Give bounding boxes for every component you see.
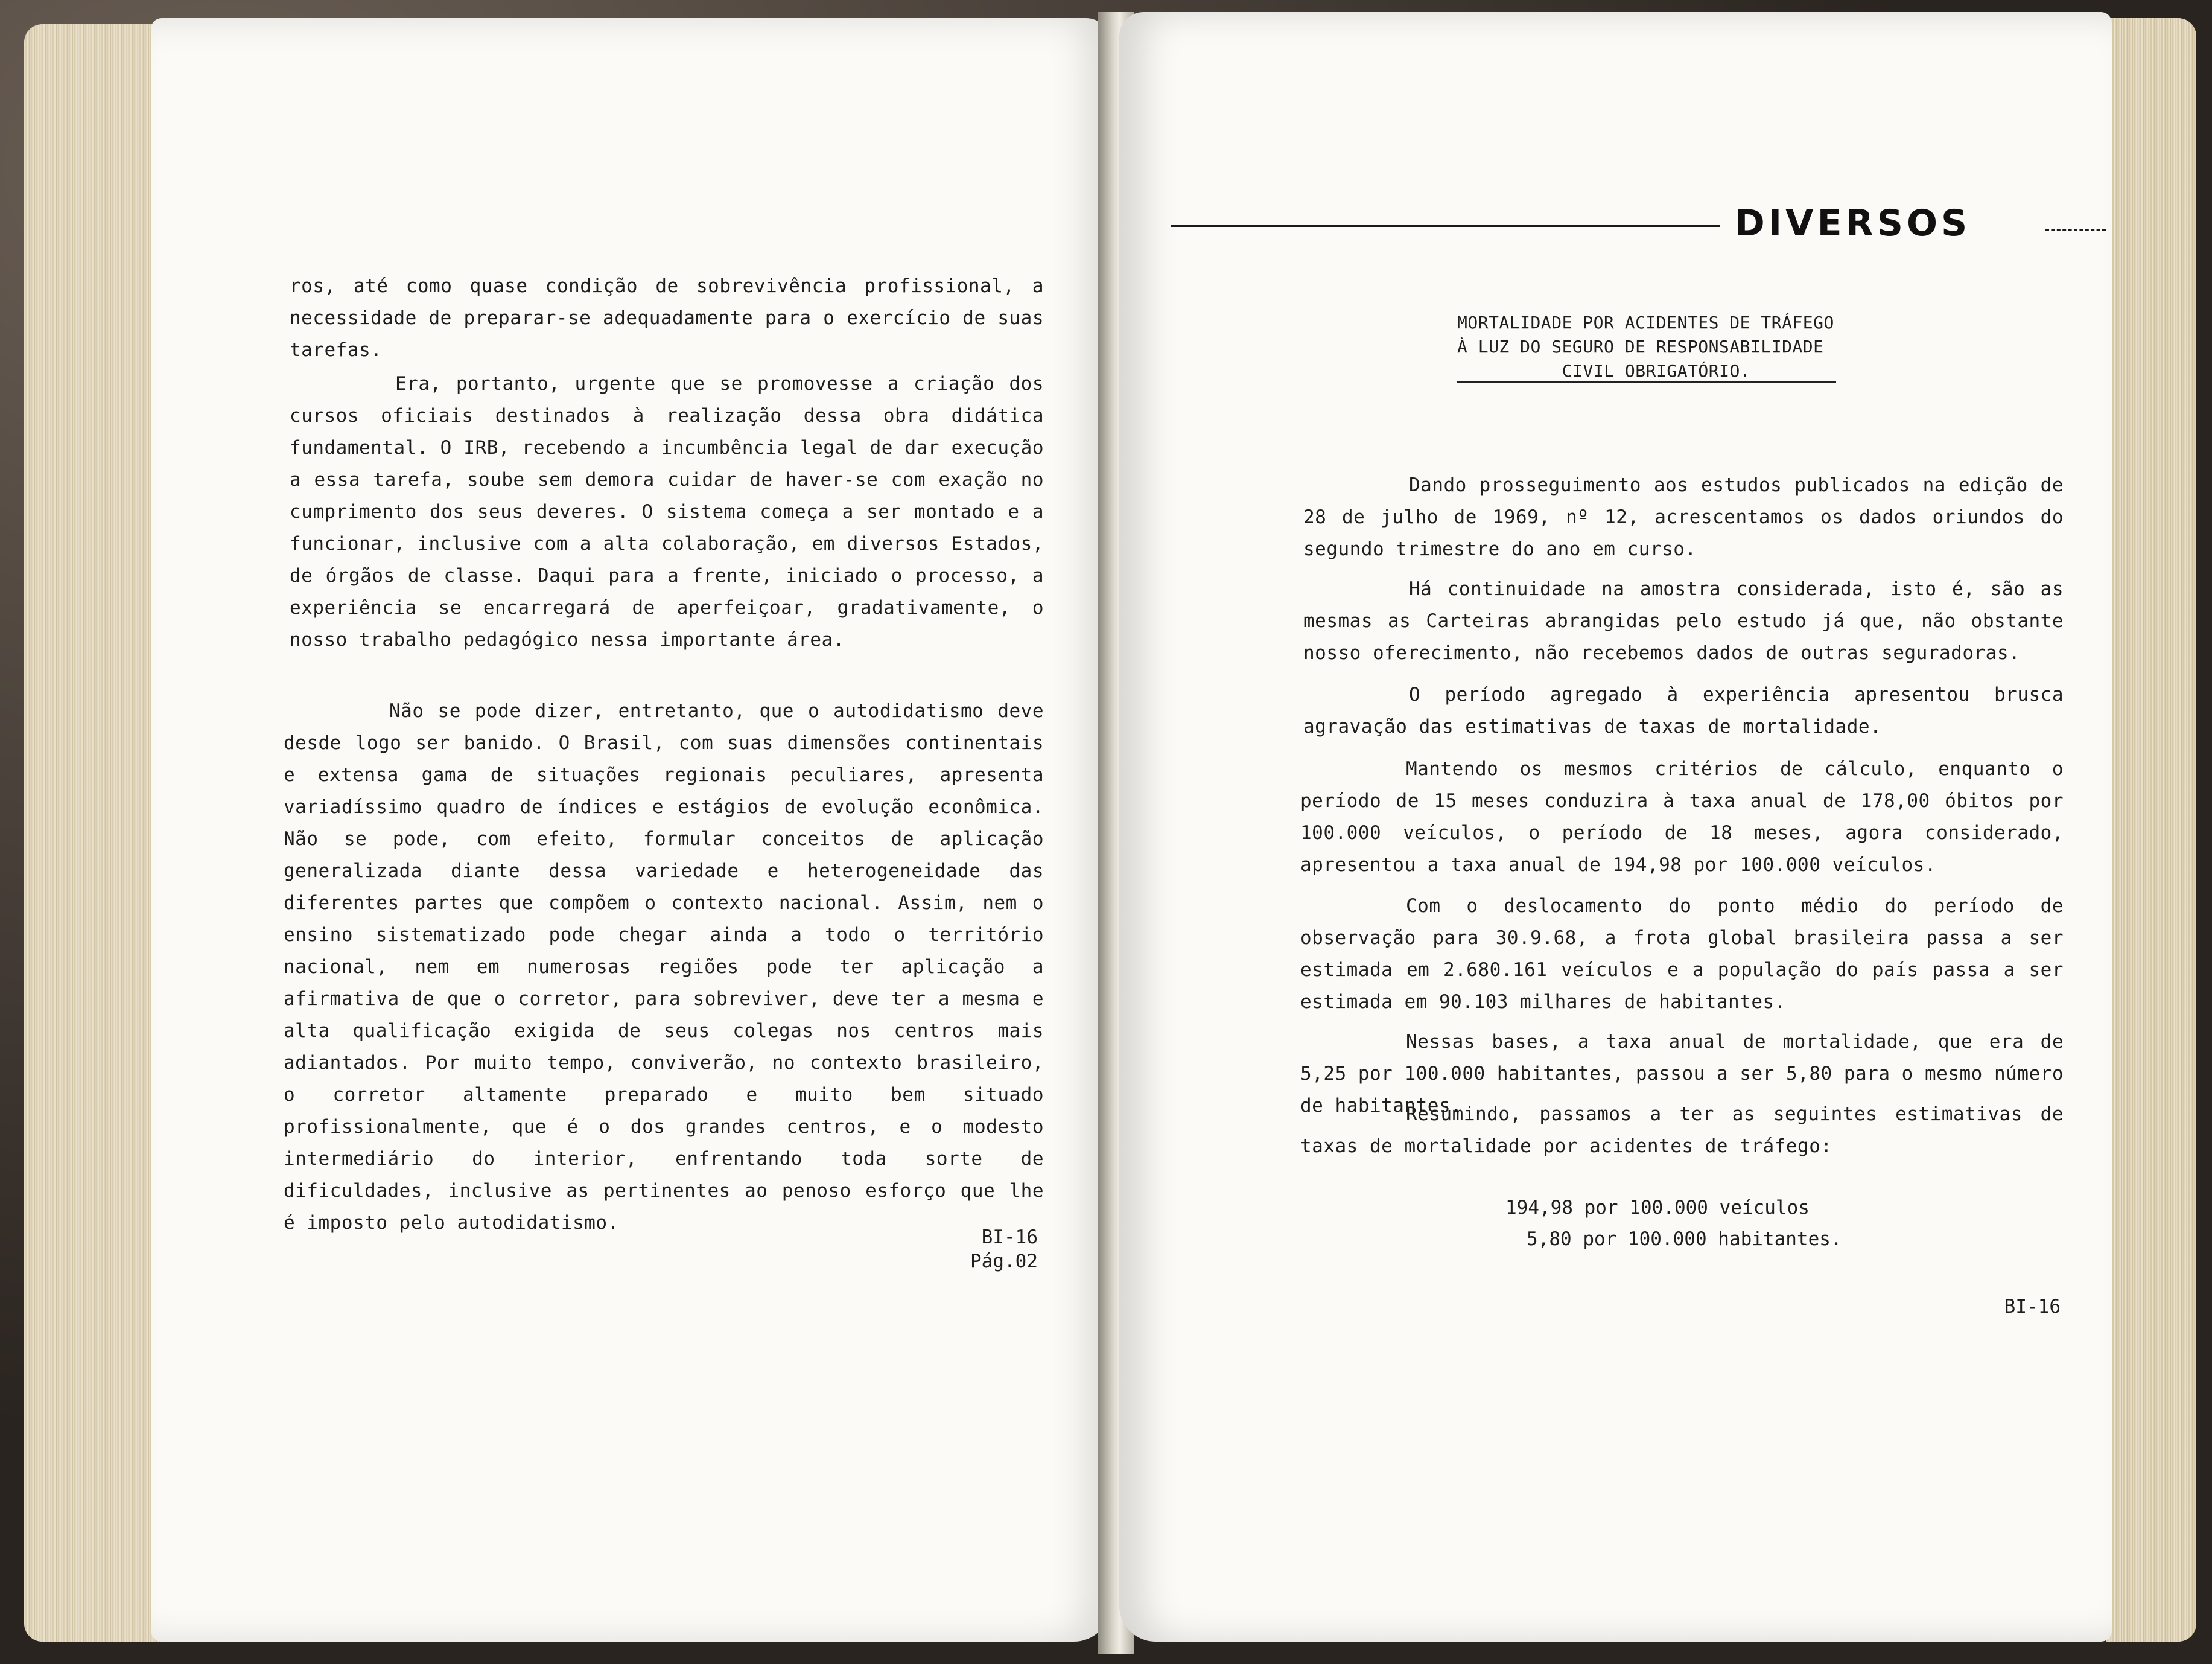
left-page: [151, 18, 1110, 1642]
left-paragraph-3: Não se pode dizer, entretanto, que o autodidatismo deve desde logo ser banido. O Brasil, com suas dimensões continentais e extensa gama de situações regionais peculiares, apresenta variadíssimo quadro de índices e estágios de evolução econômica. Não se pode, com efeito, formular conceitos de aplicação generalizada diante dessa variedade e heterogeneidade das diferentes partes que compõem o contexto nacional. Assim, nem o ensino sistematizado pode chegar ainda a todo o território nacional, nem em numerosas regiões pode ter aplicação a afirmativa de que o corretor, para sobreviver, deve ter a mesma e alta qualificação exigida de seus colegas nos centros mais adiantados. Por muito tempo, conviverão, no contexto brasileiro, o corretor altamente preparado e muito bem situado profissionalmente, que é o dos grandes centros, e o modesto intermediário do interior, enfrentando toda sorte de dificuldades, inclusive as pertinentes ao penoso esforço que lhe é imposto pelo autodidatismo.: [284, 700, 1044, 1234]
right-paragraph-7: Resumindo, passamos a ter as seguintes estimativas de taxas de mortalidade por acidentes de tráfego:: [1300, 1103, 2064, 1157]
article-heading: [1457, 311, 1855, 383]
left-page-code: BI-16: [981, 1226, 1038, 1248]
book-edge-right: [2106, 18, 2196, 1642]
left-paragraph-1: ros, até como quase condição de sobrevivência profissional, a necessidade de preparar-se adequadamente para o exercício de suas tarefas.: [290, 275, 1044, 361]
right-paragraph-3: O período agregado à experiência apresentou brusca agravação das estimativas de taxas de mortalidade.: [1303, 684, 2064, 738]
result-inhabitants: 5,80 por 100.000 habitantes.: [1527, 1228, 1842, 1250]
left-paragraph-2: Era, portanto, urgente que se promovesse a criação dos cursos oficiais destinados à realização dessa obra didática fundamental. O IRB, recebendo a incumbência legal de dar execução a essa tarefa, soube sem demora cuidar de haver-se com exação no cumprimento dos seus deveres. O sistema começa a ser montado e a funcionar, inclusive com a alta colaboração, em diversos Estados, de órgãos de classe. Daqui para a frente, iniciado o processo, a experiência se encarregará de aperfeiçoar, gradativamente, o nosso trabalho pedagógico nessa importante área.: [290, 373, 1044, 651]
result-vehicles: 194,98 por 100.000 veículos: [1505, 1197, 1810, 1219]
results-list: [1505, 1192, 1928, 1255]
section-rule: [1171, 225, 1720, 227]
right-paragraph-2: Há continuidade na amostra considerada, isto é, são as mesmas as Carteiras abrangidas pelo estudo já que, não obstante nosso oferecimento, não recebemos dados de outras seguradoras.: [1303, 578, 2064, 664]
right-page: [1119, 12, 2112, 1642]
heading-line-1: MORTALIDADE POR ACIDENTES DE TRÁFEGO: [1457, 313, 1834, 333]
section-header: [1171, 202, 2106, 244]
left-page-number: Pág.02: [970, 1251, 1038, 1272]
left-page-reference: [935, 1225, 1038, 1274]
right-paragraph-1: Dando prosseguimento aos estudos publicados na edição de 28 de julho de 1969, nº 12, acrescentamos os dados oriundos do segundo trimestre do ano em curso.: [1303, 474, 2064, 560]
section-title: DIVERSOS: [1735, 202, 1971, 244]
right-paragraph-5: Com o deslocamento do ponto médio do período de observação para 30.9.68, a frota global brasileira passa a ser estimada em 2.680.161 veículos e a população do país passa a ser estimada em 90.103 milhares de habitantes.: [1300, 895, 2064, 1013]
right-paragraph-4: Mantendo os mesmos critérios de cálculo, enquanto o período de 15 meses conduzira à taxa anual de 178,00 óbitos por 100.000 veículos, o período de 18 meses, agora considerado, apresentou a taxa anual de 194,98 por 100.000 veículos.: [1300, 758, 2064, 876]
right-paragraph-6: Nessas bases, a taxa anual de mortalidade, que era de 5,25 por 100.000 habitantes, passou a ser 5,80 para o mesmo número de habitantes.: [1300, 1031, 2064, 1117]
right-page-code: BI-16: [2004, 1296, 2061, 1318]
heading-line-2: À LUZ DO SEGURO DE RESPONSABILIDADE: [1457, 337, 1824, 357]
heading-underline: [1457, 381, 1836, 383]
heading-line-3: CIVIL OBRIGATÓRIO.: [1562, 361, 1751, 381]
section-dash: [2045, 229, 2106, 231]
